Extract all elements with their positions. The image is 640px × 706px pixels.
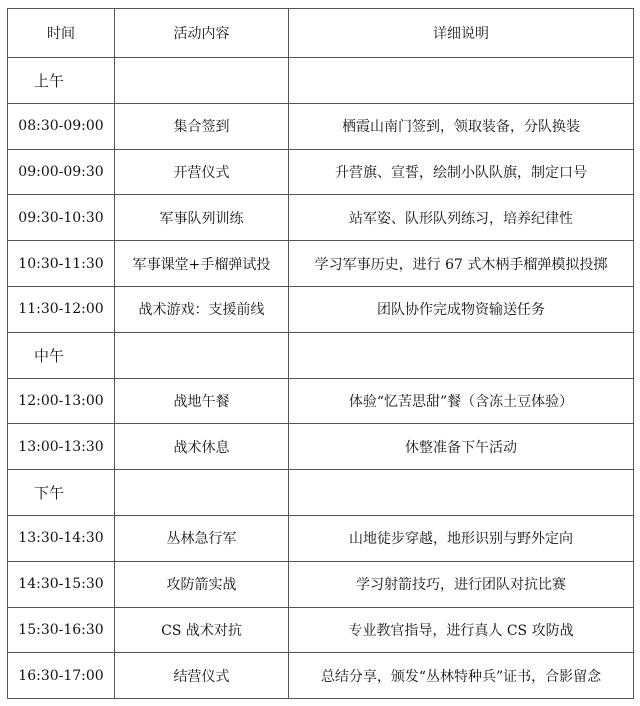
activity-cell: 开营仪式 (115, 149, 289, 195)
time-cell: 09:00-09:30 (8, 149, 115, 195)
detail-cell: 团队协作完成物资输送任务 (289, 286, 634, 332)
schedule-table (7, 8, 634, 699)
table-row (8, 515, 634, 561)
detail-cell: 站军姿、队形队列练习，培养纪律性 (289, 195, 634, 241)
time-cell: 16:30-17:00 (8, 653, 115, 699)
detail-cell: 学习军事历史，进行 67 式木柄手榴弹模拟投掷 (289, 241, 634, 287)
table-row (8, 103, 634, 149)
table-row (8, 424, 634, 470)
table-row (8, 241, 634, 287)
table-row (8, 607, 634, 653)
time-cell: 12:00-13:00 (8, 378, 115, 424)
time-cell: 15:30-16:30 (8, 607, 115, 653)
section-label: 下午 (8, 470, 115, 516)
header-activity: 活动内容 (115, 9, 289, 58)
activity-cell: 军事课堂+手榴弹试投 (115, 241, 289, 287)
table-row (8, 561, 634, 607)
time-cell: 11:30-12:00 (8, 286, 115, 332)
activity-cell: 丛林急行军 (115, 515, 289, 561)
schedule-body (8, 58, 634, 699)
detail-cell: 专业教官指导，进行真人 CS 攻防战 (289, 607, 634, 653)
detail-cell: 山地徒步穿越，地形识别与野外定向 (289, 515, 634, 561)
time-cell: 14:30-15:30 (8, 561, 115, 607)
activity-cell: CS 战术对抗 (115, 607, 289, 653)
activity-cell: 结营仪式 (115, 653, 289, 699)
section-label: 上午 (8, 58, 115, 104)
table-row (8, 378, 634, 424)
header-row (8, 9, 634, 58)
detail-cell: 学习射箭技巧，进行团队对抗比赛 (289, 561, 634, 607)
detail-cell: 栖霞山南门签到，领取装备，分队换装 (289, 103, 634, 149)
detail-cell: 体验“忆苦思甜”餐（含冻土豆体验） (289, 378, 634, 424)
activity-cell: 战地午餐 (115, 378, 289, 424)
table-row (8, 286, 634, 332)
table-row (8, 653, 634, 699)
table-row (8, 195, 634, 241)
empty-cell (289, 332, 634, 378)
empty-cell (289, 58, 634, 104)
time-cell: 10:30-11:30 (8, 241, 115, 287)
activity-cell: 集合签到 (115, 103, 289, 149)
header-detail: 详细说明 (289, 9, 634, 58)
table-row (8, 149, 634, 195)
detail-cell: 休整准备下午活动 (289, 424, 634, 470)
activity-cell: 战术游戏：支援前线 (115, 286, 289, 332)
activity-cell: 战术休息 (115, 424, 289, 470)
activity-cell: 军事队列训练 (115, 195, 289, 241)
detail-cell: 总结分享，颁发“丛林特种兵”证书，合影留念 (289, 653, 634, 699)
empty-cell (115, 58, 289, 104)
section-row (8, 58, 634, 104)
empty-cell (289, 470, 634, 516)
empty-cell (115, 332, 289, 378)
time-cell: 08:30-09:00 (8, 103, 115, 149)
section-row (8, 332, 634, 378)
empty-cell (115, 470, 289, 516)
time-cell: 13:30-14:30 (8, 515, 115, 561)
header-time: 时间 (8, 9, 115, 58)
detail-cell: 升营旗、宣誓，绘制小队队旗，制定口号 (289, 149, 634, 195)
time-cell: 09:30-10:30 (8, 195, 115, 241)
time-cell: 13:00-13:30 (8, 424, 115, 470)
section-row (8, 470, 634, 516)
section-label: 中午 (8, 332, 115, 378)
activity-cell: 攻防箭实战 (115, 561, 289, 607)
